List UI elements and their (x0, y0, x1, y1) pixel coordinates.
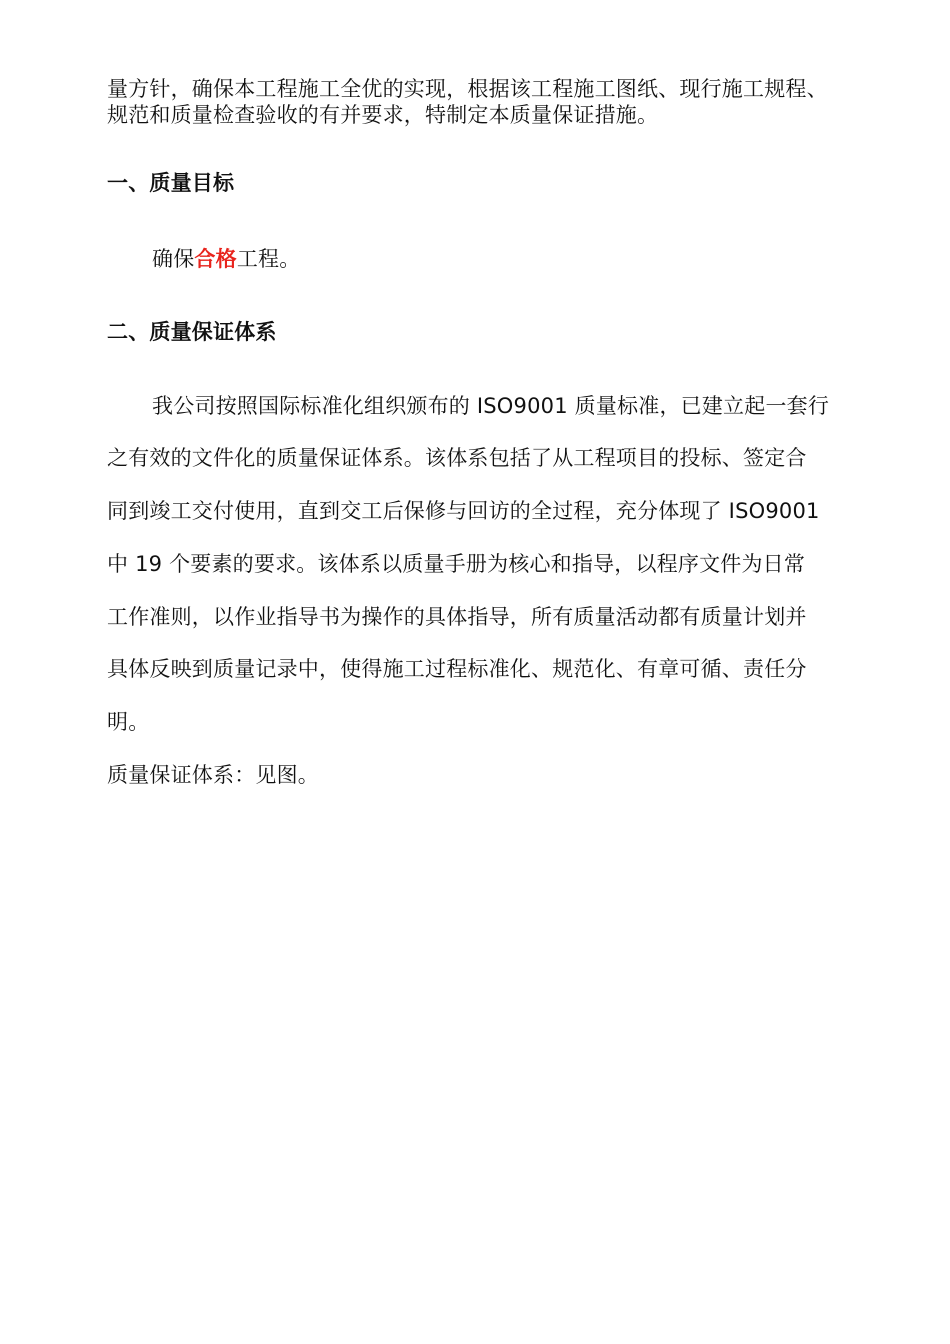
goal-highlight: 合格 (194, 247, 237, 271)
intro-line-1: 量方针，确保本工程施工全优的实现，根据该工程施工图纸、现行施工规程、 (107, 77, 828, 101)
intro-line-2: 规范和质量检查验收的有并要求，特制定本质量保证措施。 (107, 103, 659, 127)
paragraph-line-5: 工作准则，以作业指导书为操作的具体指导，所有质量活动都有质量计划并 (107, 605, 807, 629)
section-heading-quality-goal: 一、质量目标 (107, 171, 235, 195)
paragraph-line-4: 中 19 个要素的要求。该体系以质量手册为核心和指导，以程序文件为日常 (107, 552, 806, 576)
paragraph-line-1: 我公司按照国际标准化组织颁布的 ISO9001 质量标准，已建立起一套行 (152, 394, 830, 418)
paragraph-line-3: 同到竣工交付使用，直到交工后保修与回访的全过程，充分体现了 ISO9001 (107, 499, 820, 523)
paragraph-line-6: 具体反映到质量记录中，使得施工过程标准化、规范化、有章可循、责任分 (107, 657, 807, 681)
section-heading-quality-system: 二、质量保证体系 (107, 320, 277, 344)
see-figure-note: 质量保证体系：见图。 (107, 763, 319, 787)
paragraph-line-2: 之有效的文件化的质量保证体系。该体系包括了从工程项目的投标、签定合 (107, 446, 807, 470)
goal-prefix: 确保 (152, 247, 195, 271)
quality-goal-statement (152, 245, 300, 273)
goal-suffix: 工程。 (236, 247, 301, 271)
paragraph-line-7: 明。 (107, 710, 150, 734)
